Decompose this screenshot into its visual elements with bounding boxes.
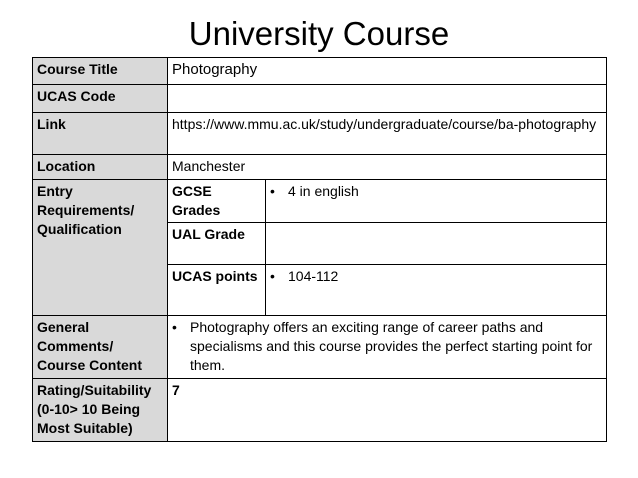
gcse-grades-value: [266, 180, 607, 223]
row-link: [33, 113, 607, 155]
comments-value: [168, 316, 607, 379]
ucas-points-label: UCAS points: [168, 265, 266, 316]
row-entry-gcse: [33, 180, 607, 223]
row-rating: [33, 379, 607, 442]
ucas-points-bullet-item: [270, 267, 602, 286]
comments-bullet-item: [172, 318, 602, 375]
row-course-title: [33, 58, 607, 85]
ucas-points-value: [266, 265, 607, 316]
comments-label: General Comments/ Course Content: [33, 316, 168, 379]
row-comments: [33, 316, 607, 379]
ucas-code-value: [168, 85, 607, 113]
location-label: Location: [33, 155, 168, 180]
row-ucas-code: [33, 85, 607, 113]
course-title-label: Course Title: [33, 58, 168, 85]
ucas-points-text: 104-112: [288, 268, 339, 284]
course-title-value: Photography: [168, 58, 607, 85]
row-location: [33, 155, 607, 180]
link-value: https://www.mmu.ac.uk/study/undergraduate/course/ba-photography: [168, 113, 607, 155]
ual-grade-value: [266, 223, 607, 265]
comments-text: Photography offers an exciting range of career paths and specialisms and this course provides the perfect starting point for them.: [190, 319, 593, 373]
ual-grade-label: UAL Grade: [168, 223, 266, 265]
gcse-grades-label: GCSE Grades: [168, 180, 266, 223]
location-value: Manchester: [168, 155, 607, 180]
link-label: Link: [33, 113, 168, 155]
gcse-text: 4 in english: [288, 183, 359, 199]
entry-requirements-label: Entry Requirements/ Qualification: [33, 180, 168, 316]
bullet-icon: •: [270, 183, 275, 199]
ucas-code-label: UCAS Code: [33, 85, 168, 113]
page-title: University Course: [188, 15, 450, 52]
rating-value: 7: [168, 379, 607, 442]
rating-label: Rating/Suitability (0-10> 10 Being Most Suitable): [33, 379, 168, 442]
bullet-icon: •: [270, 268, 275, 284]
gcse-bullet-item: [270, 182, 602, 201]
bullet-icon: •: [172, 319, 177, 335]
course-table: [32, 57, 607, 442]
